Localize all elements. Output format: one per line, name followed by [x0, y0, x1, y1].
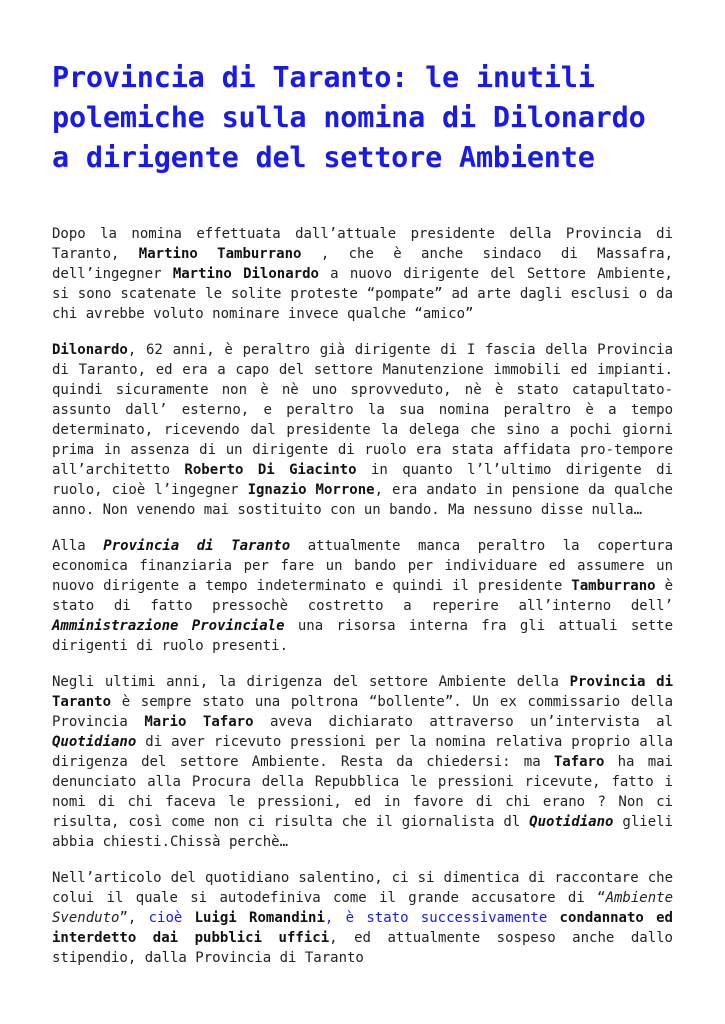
- p2-text-2: in quanto l’l’ultimo dirigente di ruolo, cioè l’ingegner: [52, 462, 673, 498]
- paragraph-2: [52, 340, 673, 520]
- p5-link-condannato[interactable]: condannato ed interdetto dai pubblici uffici: [52, 910, 673, 946]
- article-title: Provincia di Taranto: le inutili polemiche sulla nomina di Dilonardo a dirigente del settore Ambiente: [52, 61, 646, 174]
- p5-text-3: , ed attualmente sospeso anche dallo stipendio, dalla Provincia di Taranto: [52, 930, 673, 966]
- p2-bold-morrone: Ignazio Morrone: [247, 482, 375, 498]
- p3-bold-tamburrano: Tamburrano: [571, 578, 656, 594]
- p5-link-romandini[interactable]: Luigi Romandini: [194, 910, 325, 926]
- p4-bold-provincia: Provincia di Taranto: [52, 674, 673, 710]
- p4-text-1: Negli ultimi anni, la dirigenza del settore Ambiente della: [52, 674, 570, 690]
- p1-bold-tamburrano: Martino Tamburrano: [138, 246, 302, 262]
- p2-text-3: , era andato in pensione da qualche anno. Non venendo mai sostituito con un bando. Ma nessuno disse nulla…: [52, 482, 673, 518]
- p4-text-6: glieli abbia chiesti.Chissà perchè…: [52, 814, 673, 850]
- p4-bold-tafaro: Mario Tafaro: [144, 714, 254, 730]
- p1-text-1: Dopo la nomina effettuata dall’attuale presidente della Provincia di Taranto,: [52, 226, 673, 262]
- p4-text-3: aveva dichiarato attraverso un’intervista al: [253, 714, 673, 730]
- p3-text-3: è stato di fatto pressochè costretto a reperire all’interno dell’: [52, 578, 674, 614]
- p3-bold-italic-amministrazione: Amministrazione Provinciale: [52, 618, 285, 634]
- p2-text-1: , 62 anni, è peraltro già dirigente di I fascia della Provincia di Taranto, ed era a capo del settore Manutenzione immobili ed impianti. quindi sicuramente non è nè uno sprovveduto, nè è stato catapultato-assunto dall’ esterno, e peraltro la sua nomina peraltro è a tempo determinato, ricevendo dal presidente la delega che sino a pochi giorni prima in assenza di un dirigente di ruolo era stata affidata pro-tempore all’architetto: [52, 342, 673, 478]
- p5-link-text-1[interactable]: cioè: [148, 910, 195, 926]
- p1-bold-dilonardo: Martino Dilonardo: [172, 266, 319, 282]
- paragraph-4: [52, 672, 673, 852]
- p5-link-text-2[interactable]: , è stato successivamente: [324, 910, 560, 926]
- p3-bold-italic-provincia: Provincia di Taranto: [103, 538, 291, 554]
- p4-text-2: è sempre stato una poltrona “bollente”. Un ex commissario della Provincia: [52, 694, 673, 730]
- p5-text-1: Nell’articolo del quotidiano salentino, ci si dimentica di raccontare che colui il quale si autodefiniva come il grande accusatore di “: [52, 870, 673, 906]
- p4-text-4: di aver ricevuto pressioni per la nomina relativa proprio alla dirigenza del settore Ambiente. Resta da chiedersi: ma: [52, 734, 673, 770]
- p4-text-5: ha mai denunciato alla Procura della Repubblica le pressioni ricevute, fatto i nomi di chi faceva le pressioni, ed in favore di chi erano ? Non ci risulta, così come non ci risulta che il giornalista dl: [52, 754, 673, 830]
- paragraph-1: [52, 224, 673, 324]
- p1-text-2: , che è anche sindaco di Massafra, dell’ingegner: [52, 246, 673, 282]
- p4-bold-tafaro-2: Tafaro: [553, 754, 605, 770]
- p3-text-1: Alla: [52, 538, 104, 554]
- p3-text-4: una risorsa interna fra gli attuali sette dirigenti di ruolo presenti.: [52, 618, 674, 654]
- p2-bold-di-giacinto: Roberto Di Giacinto: [184, 462, 357, 478]
- paragraph-5: [52, 868, 673, 968]
- paragraph-3: [52, 536, 673, 656]
- article: [52, 58, 673, 968]
- p2-bold-dilonardo: Dilonardo: [52, 342, 128, 358]
- p5-text-2: ”,: [119, 910, 149, 926]
- p3-text-2: attualmente manca peraltro la copertura economica finanziaria per fare un bando per individuare ed assumere un nuovo dirigente a tempo indeterminato e quindi il presidente: [52, 538, 673, 594]
- p4-bold-italic-quotidiano-1: Quotidiano: [52, 734, 137, 750]
- p1-text-3: a nuovo dirigente del Settore Ambiente, si sono scatenate le solite proteste “pompate” ad arte dagli esclusi o da chi avrebbe voluto nominare invece qualche “amico”: [52, 266, 673, 322]
- p4-bold-italic-quotidiano-2: Quotidiano: [529, 814, 614, 830]
- p5-italic-ambiente-svenduto: Ambiente Svenduto: [52, 890, 673, 926]
